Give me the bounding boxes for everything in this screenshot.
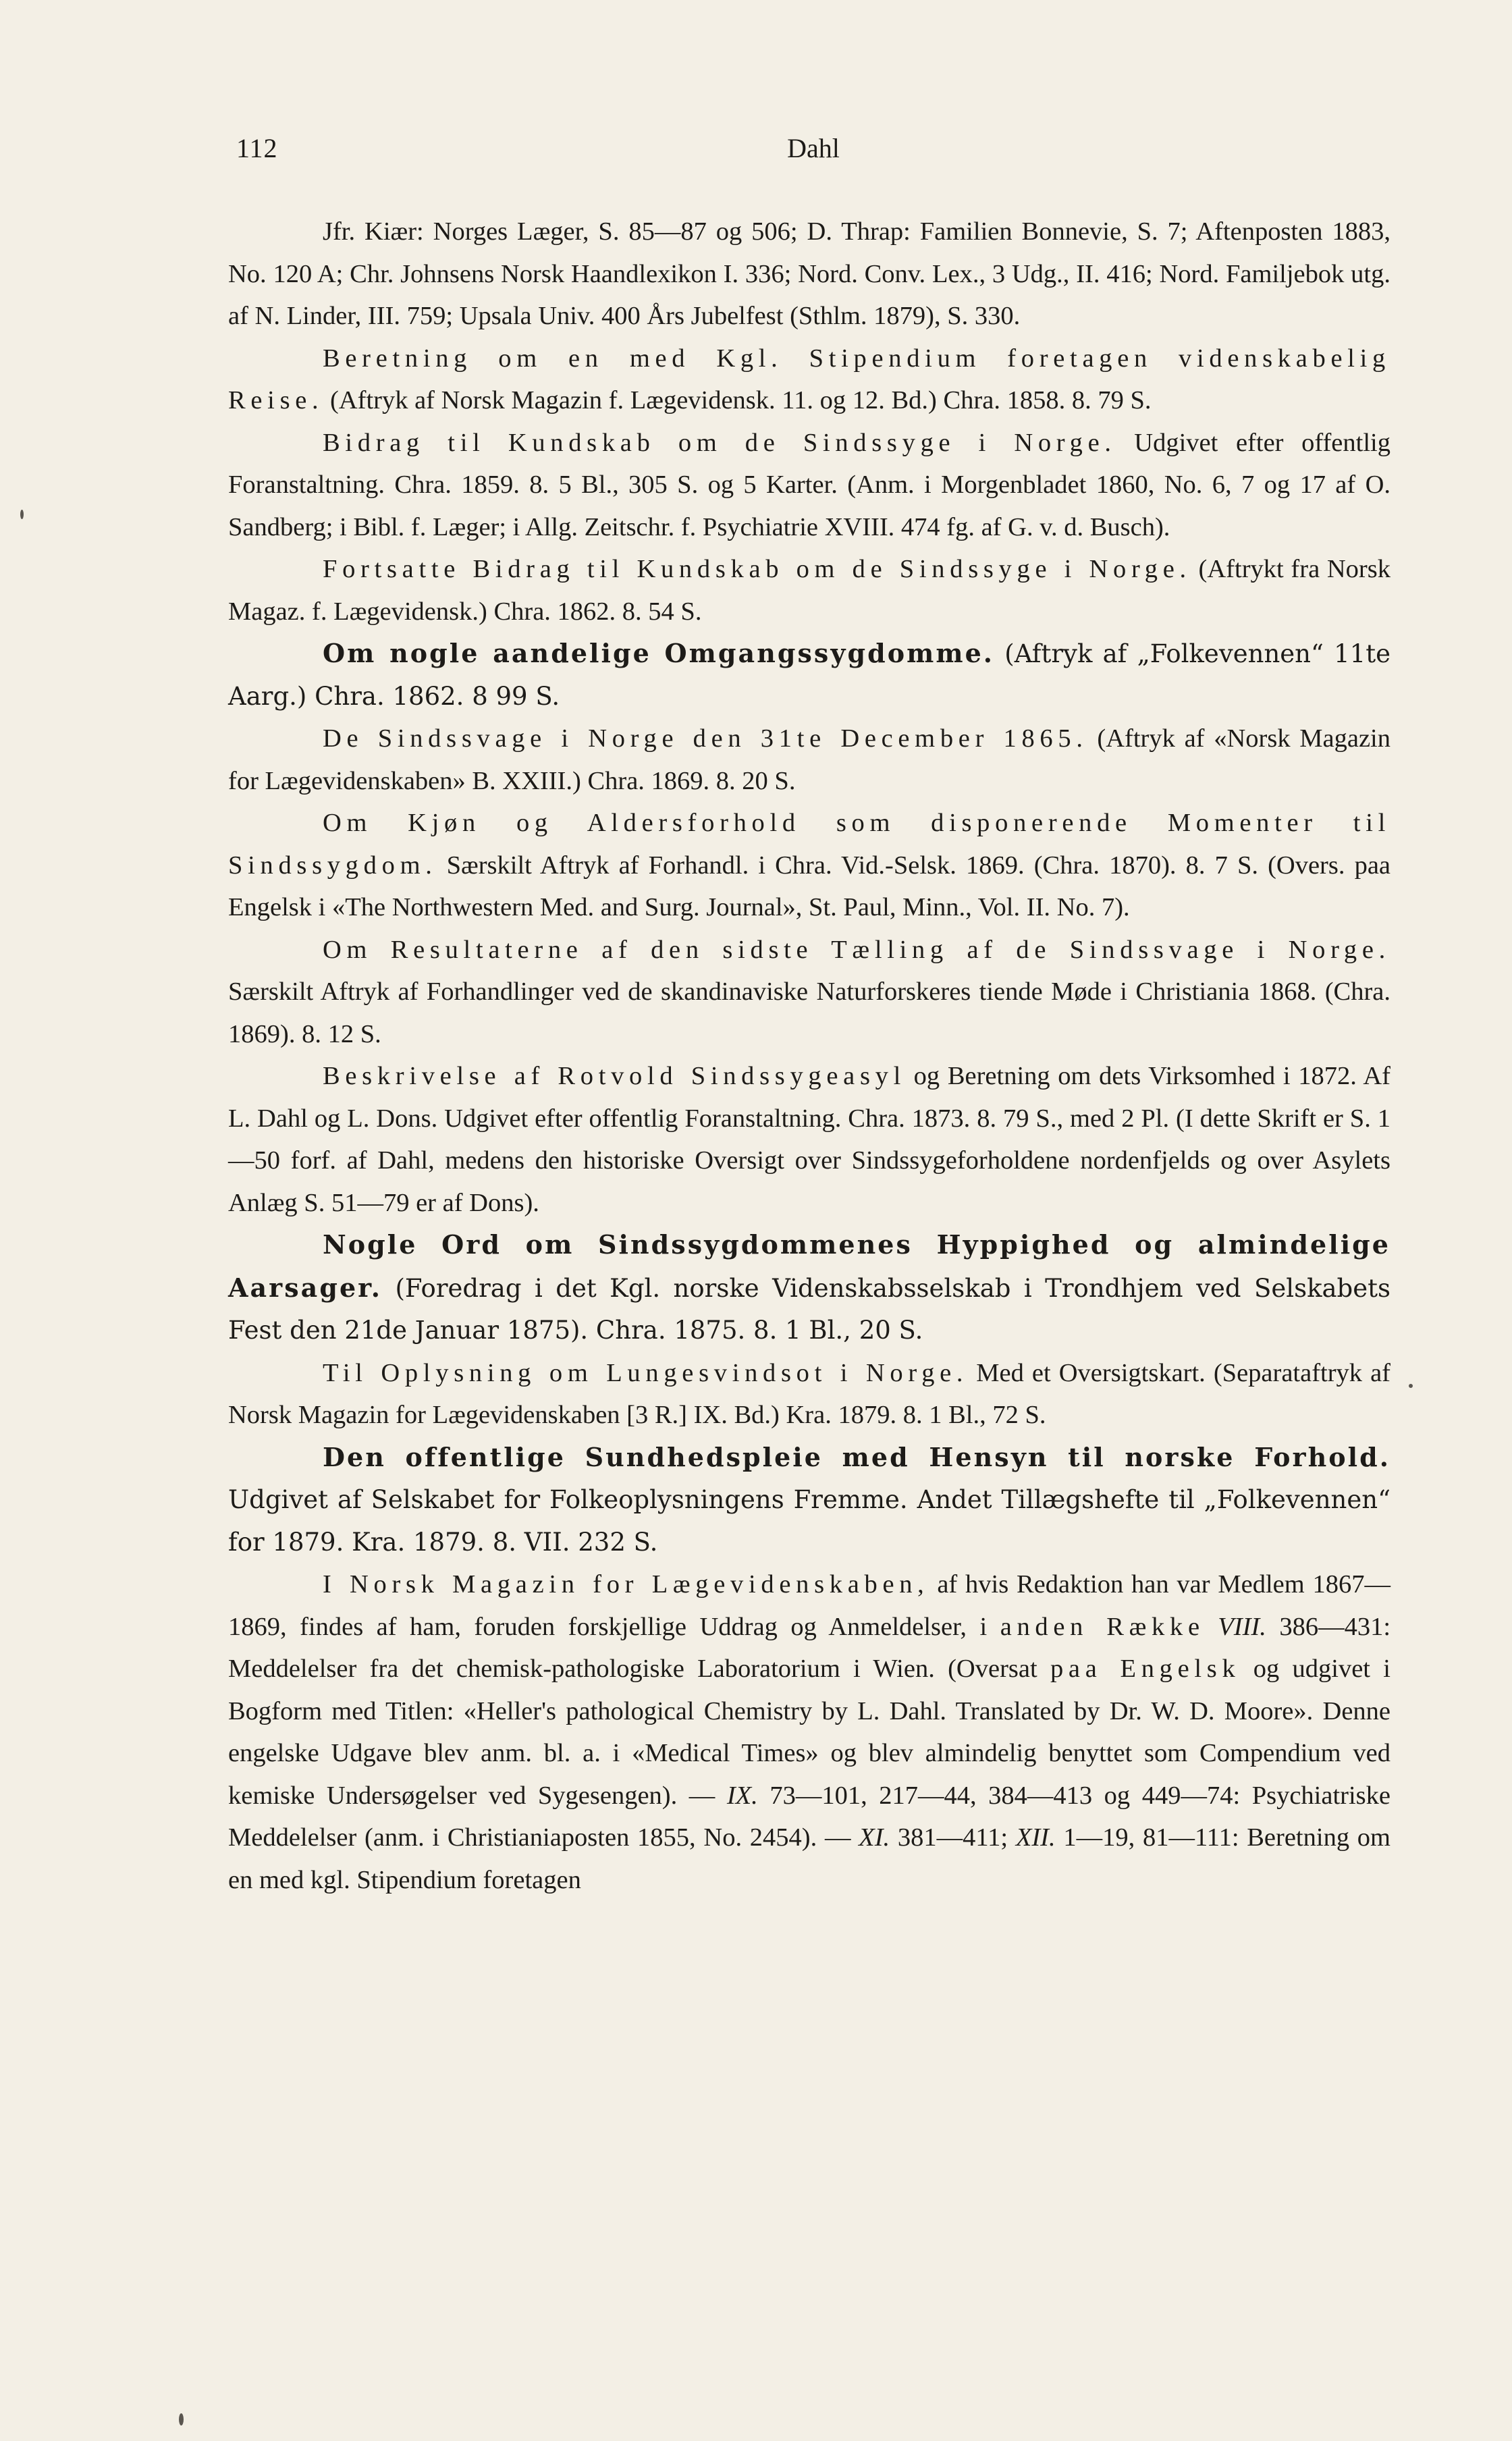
bibliography-entry xyxy=(228,633,1390,718)
bibliography-list xyxy=(228,338,1390,1564)
final-paragraph xyxy=(228,1563,1390,1901)
text-segment: I Norsk Magazin for Lægevidenskaben, xyxy=(323,1570,929,1599)
entry-details: Udgivet efter offentlig Foranstaltning. Chra. 1859. 8. 5 Bl., 305 S. og 5 Karter. (Anm. i Morgenbladet 1860, No. 6, 7 og 17 af O. Sandberg; i Bibl. f. Læger; i Allg. Zeitschr. f. Psychiatrie XVIII. 474 fg. af G. v. d. Busch). xyxy=(228,428,1390,541)
entry-details: Særskilt Aftryk af Forhandl. i Chra. Vid.-Selsk. 1869. (Chra. 1870). 8. 7 S. (Overs. paa Engelsk i «The Northwestern Med. and Surg. Journal», St. Paul, Minn., Vol. II. No. 7). xyxy=(228,851,1390,921)
entry-details: Udgivet af Selskabet for Folkeoplysningens Fremme. Andet Tillægshefte til „Folkevennen“ for 1879. Kra. 1879. 8. VII. 232 S. xyxy=(228,1485,1390,1557)
bibliography-entry xyxy=(228,929,1390,1056)
intro-paragraph: Jfr. Kiær: Norges Læger, S. 85—87 og 506; D. Thrap: Familien Bonnevie, S. 7; Aftenposten 1883, No. 120 A; Chr. Johnsens Norsk Haandlexikon I. 336; Nord. Conv. Lex., 3 Udg., II. 416; Nord. Familjebok utg. af N. Linder, III. 759; Upsala Univ. 400 Års Jubelfest (Sthlm. 1879), S. 330. xyxy=(228,217,1390,330)
entry-title: Til Oplysning om Lungesvindsot i Norge. xyxy=(323,1358,969,1387)
entry-details: og Beretning om dets Virksomhed i 1872. Af L. Dahl og L. Dons. Udgivet efter offentlig Foranstaltning. Chra. 1873. 8. 79 S., med 2 Pl. (I dette Skrift er S. 1—50 forf. af Dahl, medens den historiske Oversigt over Sindssygeforholdene nordenfjelds og over Asylets Anlæg S. 51—79 er af Dons). xyxy=(228,1062,1390,1217)
entry-title: Beretning om en med Kgl. Stipendium foretagen videnskabelig Reise. xyxy=(228,344,1390,414)
text-segment: paa Engelsk xyxy=(1050,1655,1241,1683)
bibliography-entry xyxy=(228,1224,1390,1352)
entry-details: (Aftrykt fra Norsk Magaz. f. Lægevidensk.) Chra. 1862. 8. 54 S. xyxy=(228,555,1390,626)
text-segment: XII. xyxy=(1015,1823,1056,1852)
bibliography-entry xyxy=(228,548,1390,633)
text-segment: 1—19, 81—111: Beretning om en med kgl. Stipendium foretagen xyxy=(228,1823,1390,1894)
entry-details: Særskilt Aftryk af Forhandlinger ved de skandinaviske Naturforskeres tiende Møde i Christiania 1868. (Chra. 1869). 8. 12 S. xyxy=(228,977,1390,1048)
text-segment xyxy=(1205,1613,1218,1641)
page-body xyxy=(228,211,1390,1901)
bibliography-entry xyxy=(228,422,1390,549)
entry-details: (Aftryk af Norsk Magazin f. Lægevidensk. 11. og 12. Bd.) Chra. 1858. 8. 79 S. xyxy=(323,386,1152,414)
text-segment: af hvis Redaktion han var Medlem 1867—1869, findes af ham, foruden forskjellige Uddrag og Anmeldelser, i xyxy=(228,1570,1390,1641)
entry-title: Nogle Ord om Sindssygdommenes Hyppighed og almindelige Aarsager. xyxy=(228,1229,1390,1303)
text-segment: 381—411; xyxy=(890,1823,1016,1852)
entry-title: Bidrag til Kundskab om de Sindssyge i Norge. xyxy=(323,428,1116,457)
running-head: Dahl xyxy=(787,133,840,163)
text-segment: 73—101, 217—44, 384—413 og 449—74: Psychiatriske Meddelelser (anm. i Christianiaposten 1855, No. 2454). — xyxy=(228,1781,1391,1852)
stain-mark xyxy=(20,510,24,519)
entry-title: Om nogle aandelige Omgangssygdomme. xyxy=(323,638,995,668)
entry-details: Med et Oversigtskart. (Separataftryk af Norsk Magazin for Lægevidenskaben [3 R.] IX. Bd.) Kra. 1879. 8. 1 Bl., 72 S. xyxy=(228,1358,1390,1429)
text-segment: og udgivet i Bogform med Titlen: «Heller's pathological Chemistry by L. Dahl. Translated by Dr. W. D. Moore». Denne engelske Udgave blev anm. bl. a. i «Medical Times» og blev almindelig benyttet som Compendium ved kemiske Undersøgelser ved Sygesengen). — xyxy=(228,1655,1390,1810)
text-segment: IX. xyxy=(726,1781,758,1810)
page-number: 112 xyxy=(236,133,278,163)
entry-details: (Aftryk af „Folkevennen“ 11te Aarg.) Chra. 1862. 8 99 S. xyxy=(228,639,1390,711)
entry-details: (Aftryk af «Norsk Magazin for Lægevidenskaben» B. XXIII.) Chra. 1869. 8. 20 S. xyxy=(228,724,1391,795)
entry-title: Om Resultaterne af den sidste Tælling af de Sindssvage i Norge. xyxy=(323,935,1390,964)
entry-title: De Sindssvage i Norge den 31te December 1865. xyxy=(323,724,1088,753)
bibliography-entry xyxy=(228,802,1390,929)
entry-title: Den offentlige Sundhedspleie med Hensyn til norske Forhold. xyxy=(323,1441,1390,1472)
text-segment: anden Række xyxy=(1000,1612,1205,1641)
entry-title: Fortsatte Bidrag til Kundskab om de Sindssyge i Norge. xyxy=(323,555,1191,583)
text-segment: VIII. xyxy=(1218,1612,1266,1641)
stain-mark xyxy=(1409,1384,1413,1388)
stain-mark xyxy=(179,2413,184,2425)
entry-title: Om Kjøn og Aldersforhold som disponerende Momenter til Sindssygdom. xyxy=(228,809,1390,880)
bibliography-entry xyxy=(228,1437,1390,1564)
entry-title: Beskrivelse af Rotvold Sindssygeasyl xyxy=(323,1062,906,1090)
entry-details: (Foredrag i det Kgl. norske Videnskabsselskab i Trondhjem ved Selskabets Fest den 21de Januar 1875). Chra. 1875. 8. 1 Bl., 20 S. xyxy=(228,1273,1390,1345)
page-header xyxy=(236,132,1390,180)
text-segment: 386—431: Meddelelser fra det chemisk-pathologiske Laboratorium i Wien. (Oversat xyxy=(228,1612,1391,1683)
bibliography-entry xyxy=(228,1352,1390,1437)
bibliography-entry xyxy=(228,1055,1390,1224)
bibliography-entry xyxy=(228,718,1390,802)
bibliography-entry xyxy=(228,338,1390,422)
text-segment: XI. xyxy=(859,1823,890,1852)
